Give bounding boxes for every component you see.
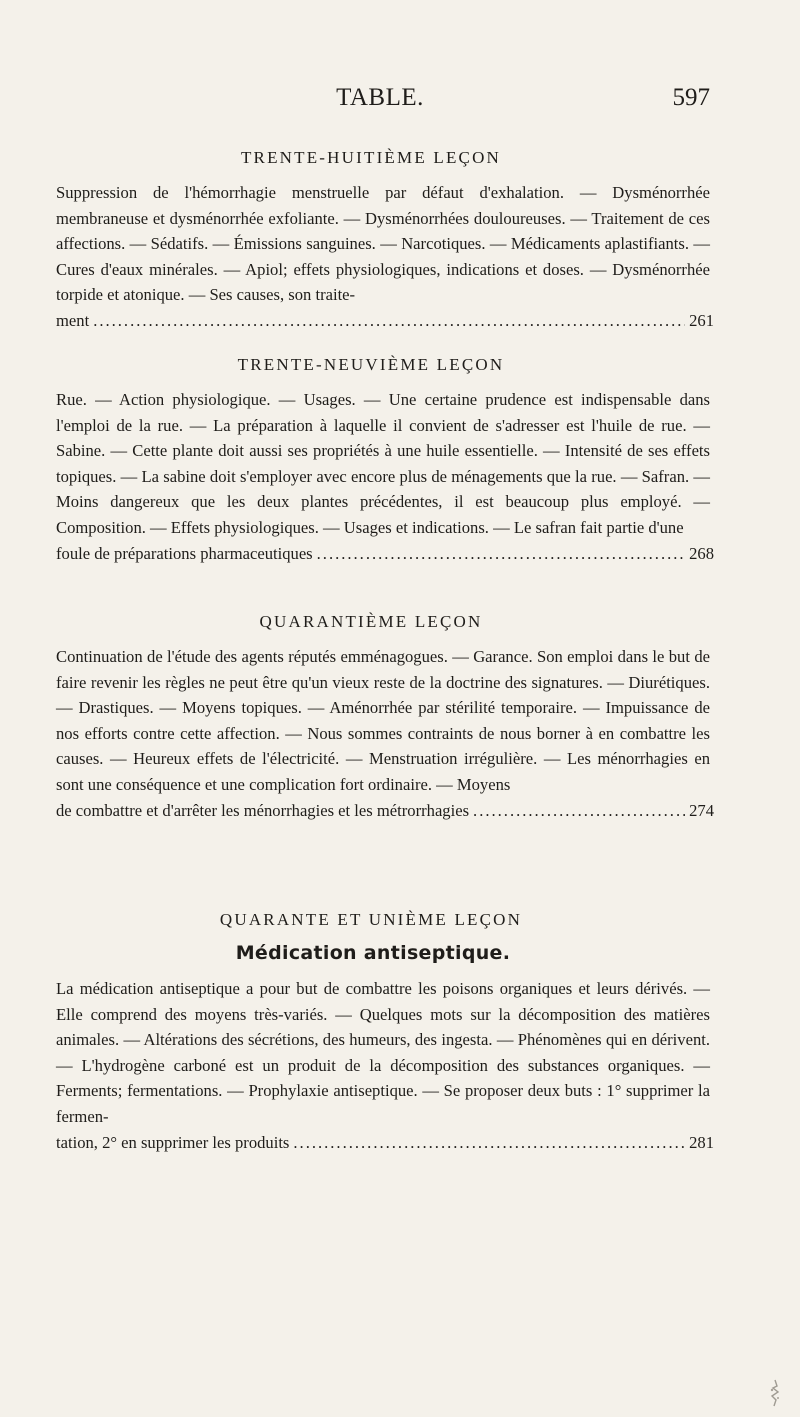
toc-entry-line[interactable]: [56, 541, 714, 567]
lesson-summary: Continuation de l'étude des agents réputés emménagogues. — Garance. Son emploi dans le but de faire revenir les règles ne peut être qu'un vieux reste de la doctrine des signatures. — Diurétiques. — Drastiques. — Moyens topiques. — Aménorrhée par stérilité temporaire. — Impuissance de nos efforts contre cette affection. — Nous sommes contraints de nous borner à en combattre les causes. — Heureux effets de l'électricité. — Menstruation irrégulière. — Les ménorrhagies en sont une conséquence et une complication fort ordinaire. — Moyens: [56, 647, 710, 794]
page-reference: 268: [689, 543, 714, 563]
page-reference: 274: [689, 800, 714, 820]
page-reference: 261: [689, 310, 714, 330]
lesson-41: [56, 910, 714, 1155]
lesson-summary: La médication antiseptique a pour but de combattre les poisons organiques et leurs dérivés. — Elle comprend des moyens très-variés. — Quelques mots sur la décomposition des matières animales. — Altérations des sécrétions, des humeurs, des ingesta. — Phénomènes qui en dérivent. — L'hydrogène carboné est un produit de la décomposition des substances organiques. — Ferments; fermentations. — Prophylaxie antiseptique. — Se proposer deux buts : 1° supprimer la fermen-: [56, 979, 710, 1126]
dot-leader: [293, 1130, 685, 1156]
ink-blot-mark: [766, 1378, 784, 1408]
lesson-subtitle: Médication antiseptique.: [235, 942, 511, 964]
dot-leader: [93, 308, 685, 334]
entry-last-words: foule de préparations pharmaceutiques: [56, 543, 313, 563]
page-reference: 281: [689, 1132, 714, 1152]
entry-last-words: tation, 2° en supprimer les produits: [56, 1132, 290, 1152]
lesson-summary: Suppression de l'hémorrhagie menstruelle par défaut d'exhalation. — Dysménorrhée membraneuse et dysménorrhée exfoliante. — Dysménorrhées douloureuses. — Traitement de ces affections. — Sédatifs. — Émissions sanguines. — Narcotiques. — Médicaments aplastifiants. — Cures d'eaux minérales. — Apiol; effets physiologiques, indications et doses. — Dysménorrhée torpide et atonique. — Ses causes, son traite-: [56, 183, 710, 305]
lesson-heading: QUARANTE ET UNIÈME LEÇON: [219, 910, 523, 929]
dot-leader: [473, 798, 685, 824]
entry-last-words: de combattre et d'arrêter les ménorrhagies et les métrorrhagies: [56, 800, 470, 820]
lesson-heading: QUARANTIÈME LEÇON: [259, 612, 483, 631]
lesson-40: [56, 612, 714, 823]
running-head: [50, 84, 710, 118]
toc-entry-line[interactable]: [56, 308, 714, 334]
lesson-summary: Rue. — Action physiologique. — Usages. — Une certaine prudence est indispensable dans l'emploi de la rue. — La préparation à laquelle il convient de s'adresser est l'huile de rue. — Sabine. — Cette plante doit aussi ses propriétés à une huile essentielle. — Intensité de ses effets topiques. — La sabine doit s'employer avec encore plus de ménagements que la rue. — Safran. — Moins dangereux que les deux plantes précédentes, il est beaucoup plus employé. — Composition. — Effets physiologiques. — Usages et indications. — Le safran fait partie d'une: [56, 390, 710, 537]
page-number: 597: [672, 84, 710, 111]
lesson-39: [56, 355, 714, 566]
toc-entry-line[interactable]: [56, 798, 714, 824]
entry-last-words: ment: [56, 310, 90, 330]
lesson-heading: TRENTE-HUITIÈME LEÇON: [240, 148, 502, 167]
page-title: TABLE.: [336, 84, 424, 111]
lesson-38: [56, 148, 714, 334]
dot-leader: [317, 541, 685, 567]
toc-entry-line[interactable]: [56, 1130, 714, 1156]
lesson-heading: TRENTE-NEUVIÈME LEÇON: [237, 355, 505, 374]
